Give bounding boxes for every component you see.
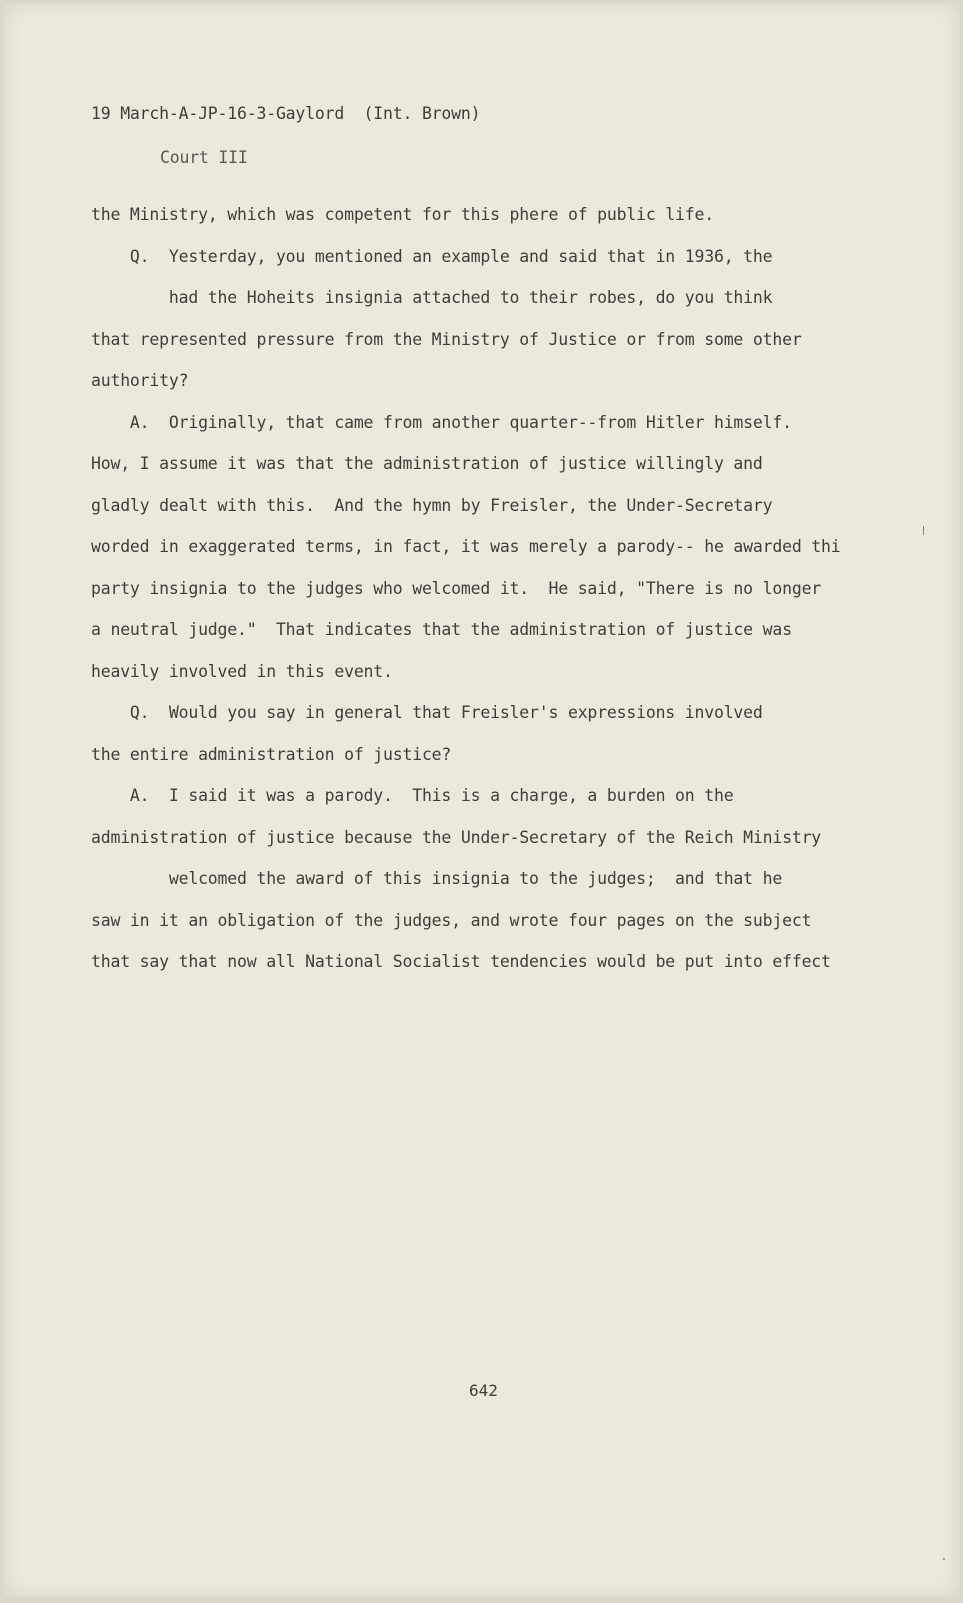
- paper-speck: [943, 1558, 945, 1560]
- body-line-18: saw in it an obligation of the judges, and wrote four pages on the subject: [91, 911, 812, 930]
- body-line-2: Q. Yesterday, you mentioned an example and said that in 1936, the: [91, 247, 773, 266]
- body-line-13: Q. Would you say in general that Freisler's expressions involved: [91, 703, 763, 722]
- body-line-3: had the Hoheits insignia attached to their robes, do you think: [91, 288, 773, 307]
- body-line-6: A. Originally, that came from another quarter--from Hitler himself.: [91, 413, 792, 432]
- body-line-8: gladly dealt with this. And the hymn by Freisler, the Under-Secretary: [91, 496, 773, 515]
- body-line-9: worded in exaggerated terms, in fact, it was merely a parody-- he awarded thi: [91, 537, 841, 556]
- body-line-5: authority?: [91, 371, 189, 390]
- body-line-16: administration of justice because the Under-Secretary of the Reich Ministry: [91, 828, 822, 847]
- document-page: [3, 3, 960, 1597]
- body-line-15: A. I said it was a parody. This is a charge, a burden on the: [91, 786, 734, 805]
- body-line-7: How, I assume it was that the administration of justice willingly and: [91, 454, 763, 473]
- header-reference: 19 March-A-JP-16-3-Gaylord (Int. Brown): [91, 104, 481, 123]
- page-number: 642: [469, 1381, 498, 1400]
- body-line-17: welcomed the award of this insignia to the judges; and that he: [91, 869, 783, 888]
- body-line-1: the Ministry, which was competent for this phere of public life.: [91, 205, 714, 224]
- body-line-10: party insignia to the judges who welcomed it. He said, "There is no longer: [91, 579, 822, 598]
- court-label: Court III: [160, 148, 248, 167]
- paper-mark: [923, 526, 924, 535]
- body-line-11: a neutral judge." That indicates that the administration of justice was: [91, 620, 792, 639]
- body-line-12: heavily involved in this event.: [91, 662, 393, 681]
- body-line-14: the entire administration of justice?: [91, 745, 452, 764]
- body-line-19: that say that now all National Socialist tendencies would be put into effect: [91, 952, 831, 971]
- body-line-4: that represented pressure from the Ministry of Justice or from some other: [91, 330, 802, 349]
